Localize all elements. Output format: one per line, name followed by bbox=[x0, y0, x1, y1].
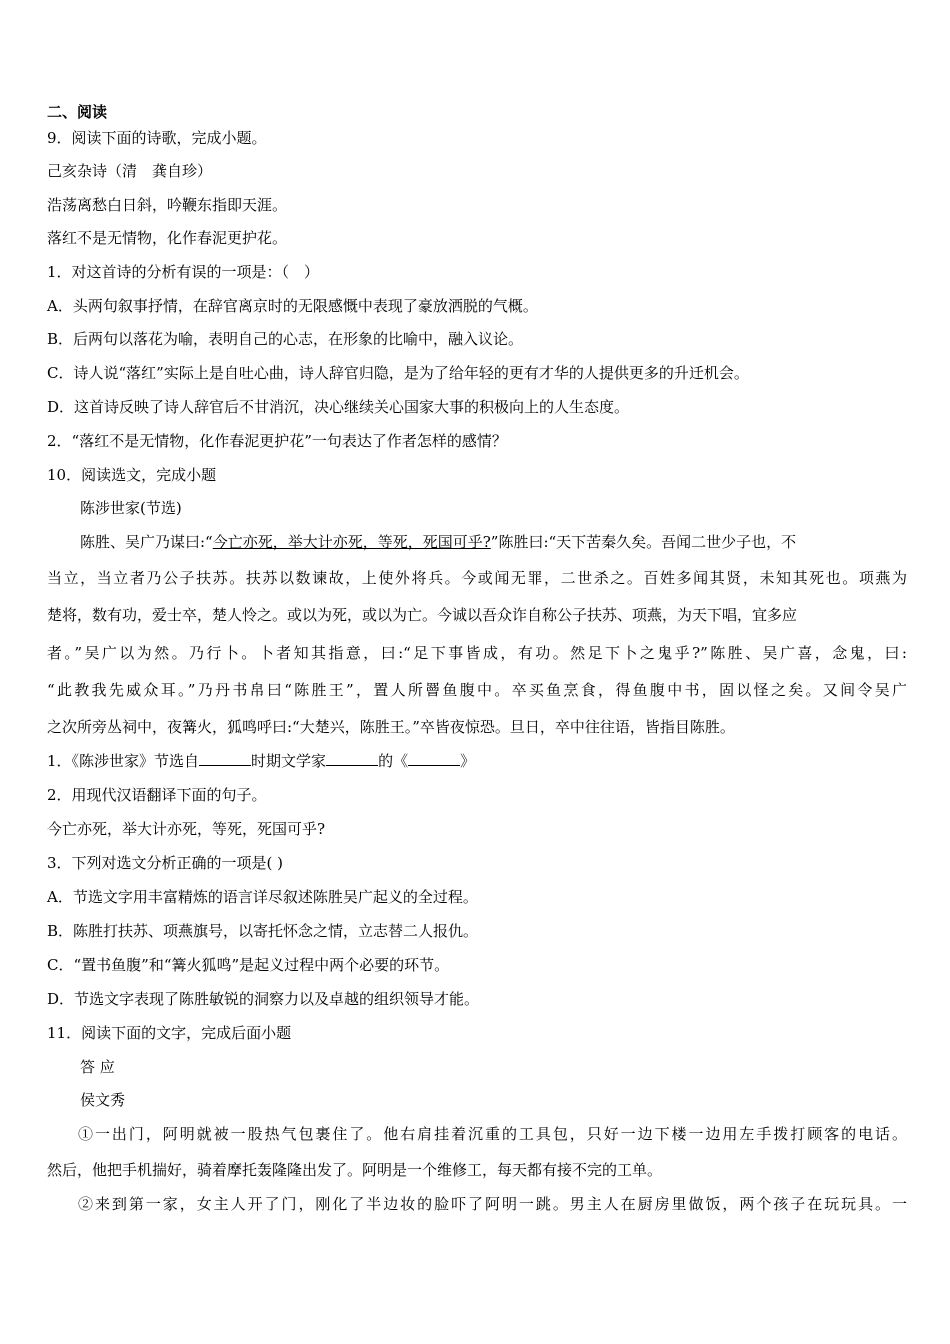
q10-sub2: 2．用现代汉语翻译下面的句子。 bbox=[47, 786, 267, 804]
q10-sub3-option-d: D．节选文字表现了陈胜敏锐的洞察力以及卓越的组织领导才能。 bbox=[47, 990, 480, 1008]
q11-intro: 11．阅读下面的文字，完成后面小题 bbox=[47, 1024, 292, 1042]
q11-para2-line-1: ②来到第一家，女主人开了门，刚化了半边妆的脸吓了阿明一跳。男主人在厨房里做饭，两个孩子在玩玩具。一 bbox=[78, 1195, 907, 1213]
q10-passage-title: 陈涉世家(节选) bbox=[80, 499, 182, 517]
q9-sub1-option-c: C．诗人说“落红”实际上是自吐心曲，诗人辞官归隐，是为了给年轻的更有才华的人提供更多的升迁机会。 bbox=[47, 364, 749, 382]
q11-title: 答 应 bbox=[80, 1058, 115, 1076]
answer-blank[interactable] bbox=[408, 751, 460, 766]
q10-sub1 bbox=[47, 751, 910, 771]
q9-sub1-option-b: B．后两句以落花为喻，表明自己的心志，在形象的比喻中，融入议论。 bbox=[47, 330, 524, 348]
q9-sub1-option-a: A．头两句叙事抒情，在辞官离京时的无限感慨中表现了豪放洒脱的气概。 bbox=[47, 297, 538, 315]
q9-sub1: 1．对这首诗的分析有误的一项是：（ ） bbox=[47, 263, 320, 281]
q10-sub1-part-2: 时期文学家 bbox=[251, 752, 327, 770]
q10-passage-line-1-start: 陈胜、吴广乃谋曰:“ bbox=[80, 533, 213, 551]
answer-blank[interactable] bbox=[199, 751, 251, 766]
q9-poem-line-1: 浩荡离愁白日斜，吟鞭东指即天涯。 bbox=[47, 196, 288, 214]
q10-intro: 10．阅读选文，完成小题 bbox=[47, 466, 217, 484]
q9-sub1-option-d: D．这首诗反映了诗人辞官后不甘消沉，决心继续关心国家大事的积极向上的人生态度。 bbox=[47, 398, 630, 416]
q11-author: 侯文秀 bbox=[80, 1091, 126, 1109]
q11-para1-line-1: ①一出门，阿明就被一股热气包裹住了。他右肩挂着沉重的工具包，只好一边下楼一边用左手拨打顾客的电话。 bbox=[78, 1125, 907, 1143]
q10-sub3-option-c: C．“置书鱼腹”和“篝火狐鸣”是起义过程中两个必要的环节。 bbox=[47, 956, 450, 974]
q10-sub1-part-1: 1．《陈涉世家》节选自 bbox=[47, 752, 200, 770]
q9-poem-line-2: 落红不是无情物，化作春泥更护花。 bbox=[47, 229, 288, 247]
q10-sub1-part-4: 》 bbox=[460, 752, 476, 770]
q10-passage-line-1-end: ”陈胜曰:“天下苦秦久矣。吾闻二世少子也，不 bbox=[490, 533, 797, 551]
q10-sub2-sentence: 今亡亦死，举大计亦死，等死，死国可乎? bbox=[47, 820, 326, 838]
q10-passage-underlined-sentence: 今亡亦死，举大计亦死，等死，死国可乎? bbox=[212, 533, 491, 551]
q9-poem-title: 己亥杂诗（清 龚自珍） bbox=[47, 162, 213, 180]
q10-sub3-option-a: A．节选文字用丰富精炼的语言详尽叙述陈胜吴广起义的全过程。 bbox=[47, 888, 478, 906]
q10-passage-line-2: 当立，当立者乃公子扶苏。扶苏以数谏故，上使外将兵。今或闻无罪，二世杀之。百姓多闻其贤，未知其死也。项燕为 bbox=[47, 569, 907, 587]
q9-intro: 9．阅读下面的诗歌，完成小题。 bbox=[47, 129, 267, 147]
q10-passage-line-3: 楚将，数有功，爱士卒，楚人怜之。或以为死，或以为亡。今诚以吾众诈自称公子扶苏、项燕，为天下唱，宜多应 bbox=[47, 606, 798, 624]
q10-passage-line-5: “此教我先威众耳。”乃丹书帛曰“陈胜王”，置人所罾鱼腹中。卒买鱼烹食，得鱼腹中书，固以怪之矣。又间令吴广 bbox=[47, 681, 907, 699]
q10-passage-line-4: 者。”吴广以为然。乃行卜。卜者知其指意，曰:“足下事皆成，有功。然足下卜之鬼乎?”陈胜、吴广喜，念鬼，曰: bbox=[47, 644, 907, 662]
q10-sub3-option-b: B．陈胜打扶苏、项燕旗号，以寄托怀念之情，立志替二人报仇。 bbox=[47, 922, 479, 940]
section-title: 二、阅读 bbox=[47, 103, 108, 121]
q10-sub1-part-3: 的《 bbox=[378, 752, 409, 770]
q9-sub2: 2．“落红不是无情物，化作春泥更护花”一句表达了作者怎样的感情？ bbox=[47, 432, 507, 450]
q11-para1-line-2: 然后，他把手机揣好，骑着摩托轰隆隆出发了。阿明是一个维修工，每天都有接不完的工单。 bbox=[47, 1161, 663, 1179]
q10-sub3: 3．下列对选文分析正确的一项是( ) bbox=[47, 854, 284, 872]
answer-blank[interactable] bbox=[326, 751, 378, 766]
q10-passage-line-6: 之次所旁丛祠中，夜篝火，狐鸣呼曰:“大楚兴，陈胜王。”卒皆夜惊恐。旦日，卒中往往语，皆指目陈胜。 bbox=[47, 718, 735, 736]
q10-passage-line-1 bbox=[80, 532, 907, 552]
